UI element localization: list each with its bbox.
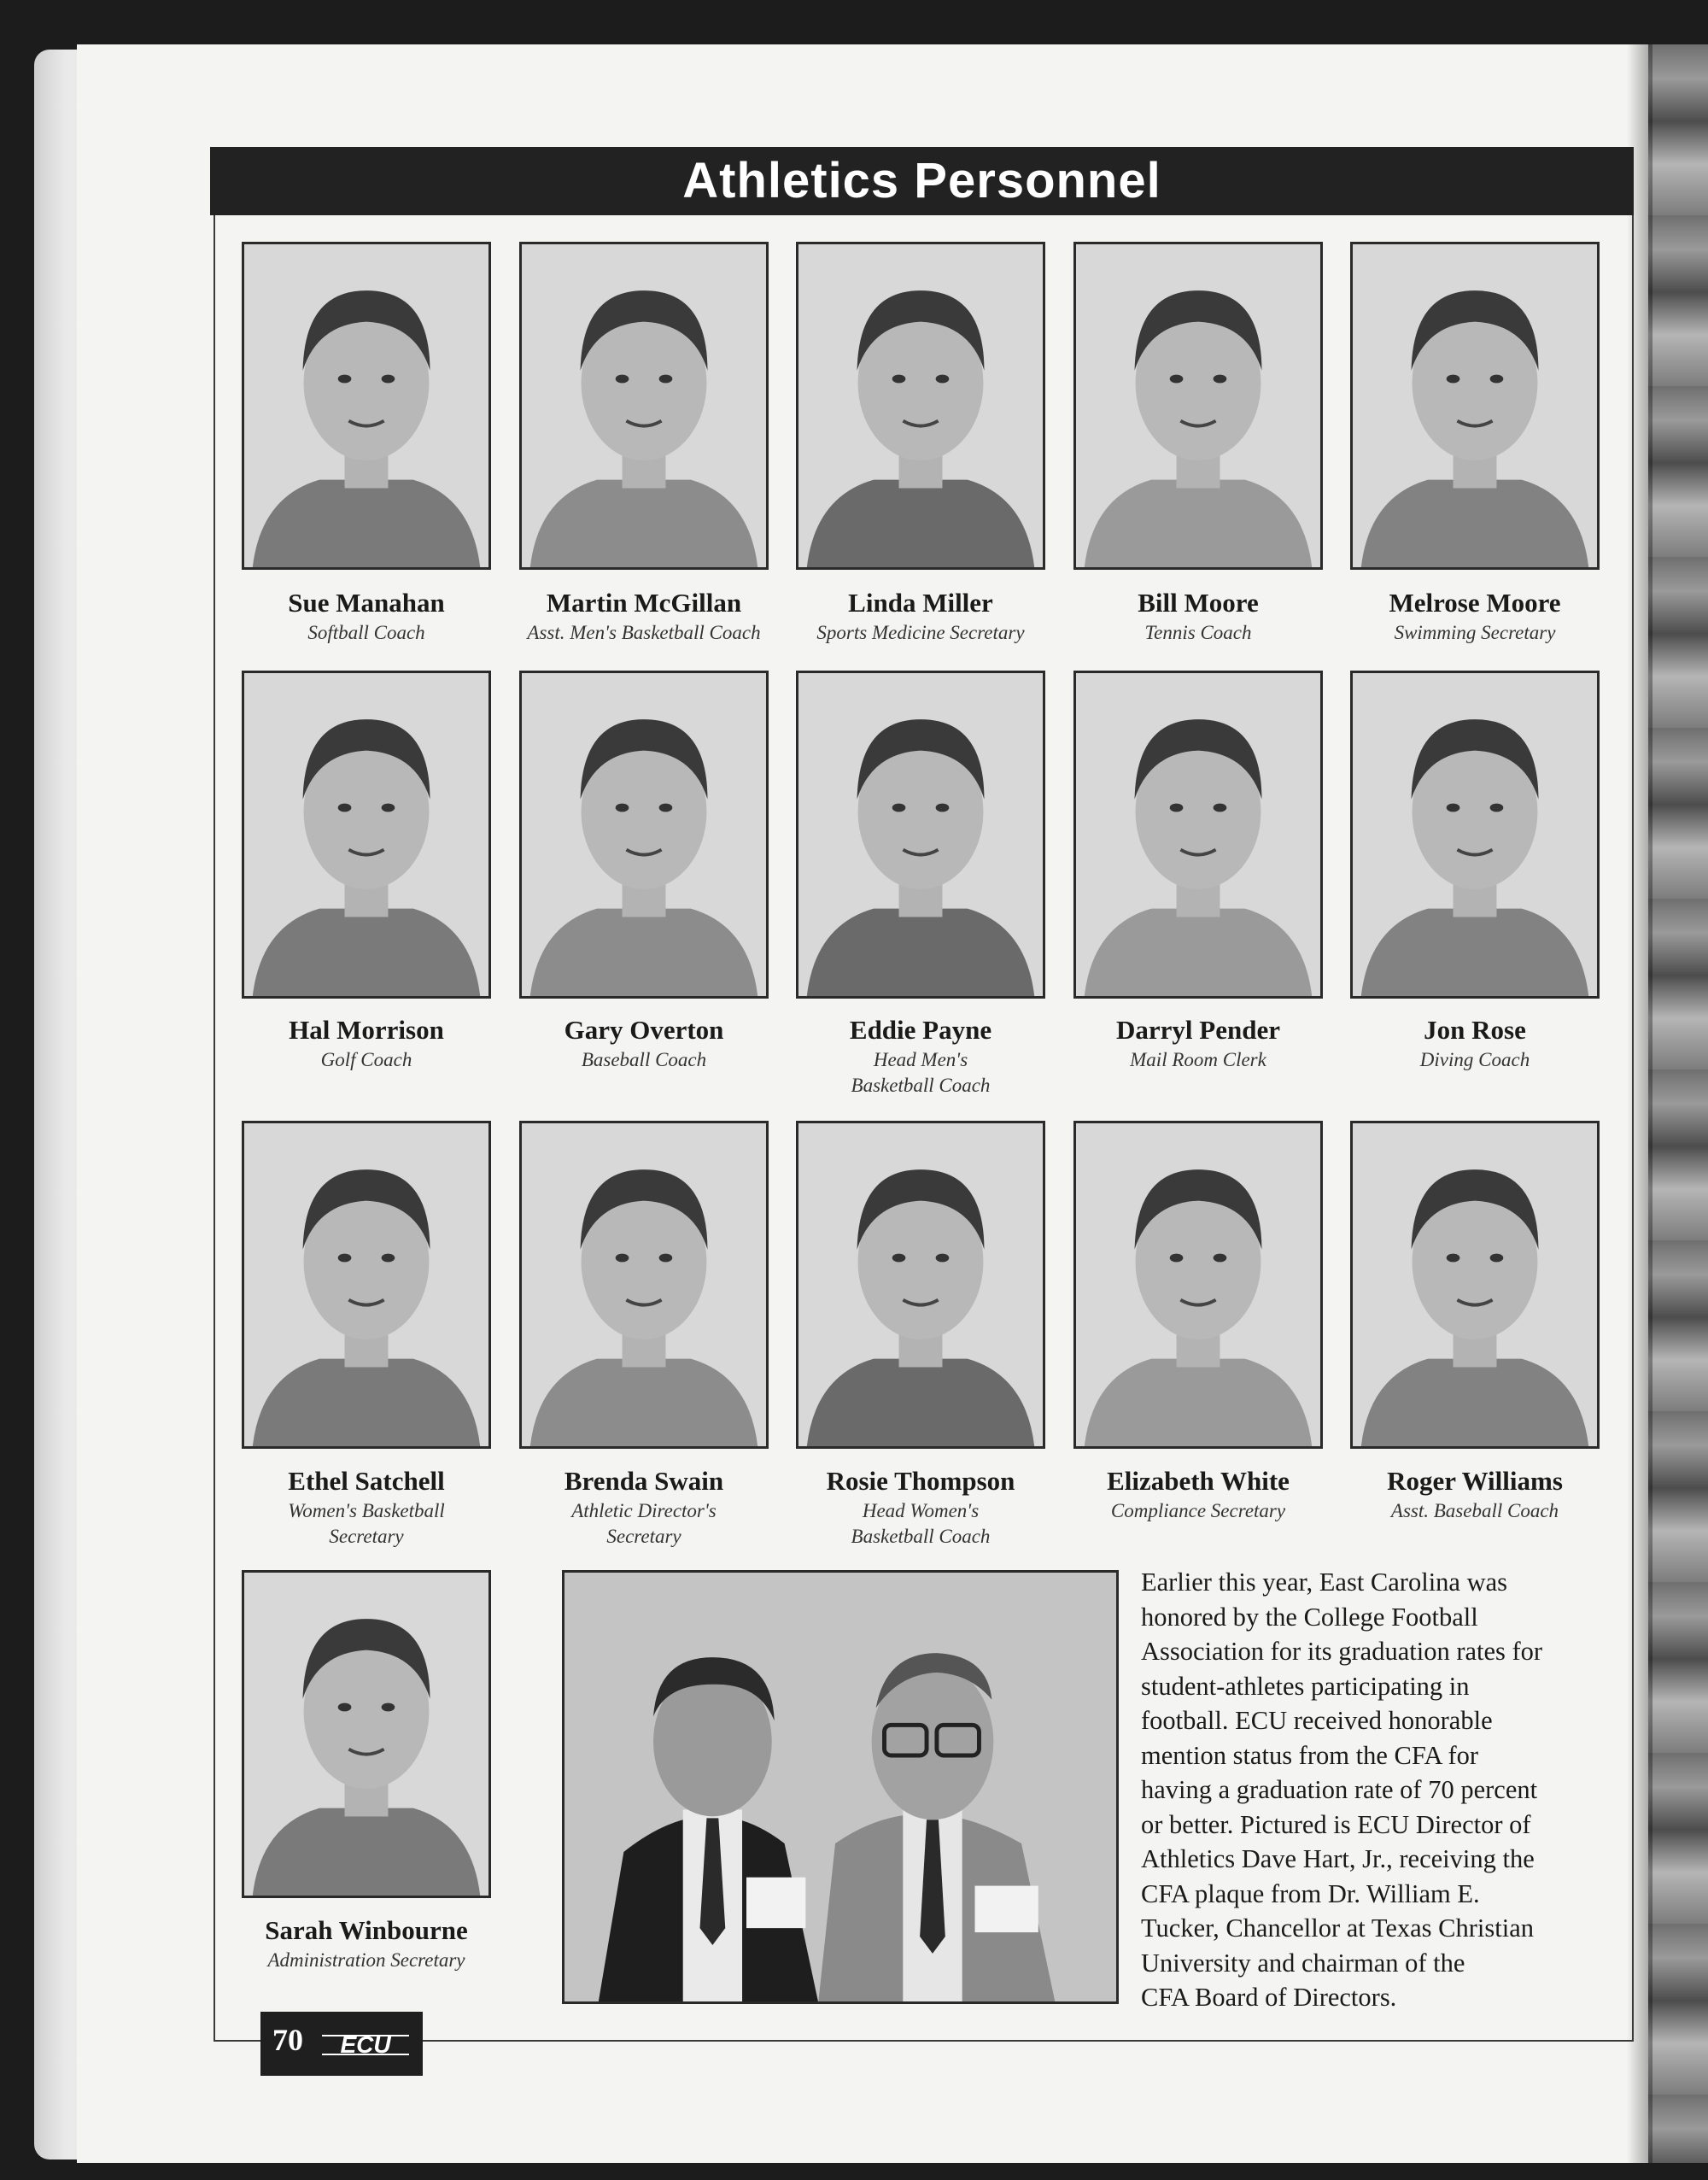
caption-line: Tucker, Chancellor at Texas Christian [1141,1913,1534,1943]
caption-line: CFA Board of Directors. [1141,1983,1397,2012]
caption-line: having a graduation rate of 70 percent [1141,1775,1538,1804]
staff-title: Secretary [329,1526,404,1547]
page-footer [260,2012,423,2076]
caption-line: student-athletes participating in [1141,1671,1470,1701]
staff-name: Hal Morrison [289,1015,444,1045]
staff-name: Jon Rose [1424,1015,1526,1045]
staff-title: Secretary [606,1526,681,1547]
caption-line: Athletics Dave Hart, Jr., receiving the [1141,1844,1535,1873]
staff-title: Athletic Director's [571,1500,717,1521]
ecu-logo-icon [319,2020,412,2068]
staff-name: Linda Miller [848,588,993,618]
caption-line: honored by the College Football [1141,1602,1478,1632]
staff-title: Head Men's [873,1049,968,1070]
caption-line: CFA plaque from Dr. William E. [1141,1878,1480,1908]
staff-title: Softball Coach [307,622,425,643]
staff-name: Roger Williams [1387,1466,1563,1496]
staff-title: Golf Coach [320,1049,412,1070]
award-presentation-photo [562,1570,1119,2004]
staff-portrait [1073,671,1323,999]
staff-portrait [1350,242,1600,570]
caption-line: Association for its graduation rates for [1141,1637,1543,1666]
staff-portrait [519,671,769,999]
staff-portrait [1350,671,1600,999]
staff-name: Martin McGillan [546,588,742,618]
staff-portrait [796,242,1045,570]
staff-title: Baseball Coach [581,1049,707,1070]
staff-title: Administration Secretary [267,1949,465,1971]
staff-title: Swimming Secretary [1394,622,1556,643]
staff-title: Asst. Baseball Coach [1390,1500,1559,1521]
staff-portrait [1073,242,1323,570]
staff-name: Elizabeth White [1107,1466,1290,1496]
staff-portrait [1350,1121,1600,1449]
staff-portrait [242,671,491,999]
staff-name: Gary Overton [564,1015,724,1045]
staff-name: Sue Manahan [288,588,445,618]
staff-portrait [242,1570,491,1898]
staff-title: Mail Room Clerk [1130,1049,1266,1070]
staff-name: Sarah Winbourne [265,1915,468,1945]
staff-portrait [519,1121,769,1449]
staff-title: Tennis Coach [1144,622,1252,643]
staff-title: Basketball Coach [851,1075,991,1096]
caption-line: mention status from the CFA for [1141,1740,1479,1770]
adjacent-page-edge [1648,44,1708,2163]
photo-caption [1141,1565,1606,2015]
staff-title: Asst. Men's Basketball Coach [527,622,761,643]
staff-title: Basketball Coach [851,1526,991,1547]
staff-title: Women's Basketball [288,1500,445,1521]
two-men-photo-illustration [564,1573,1116,2002]
staff-portrait [519,242,769,570]
page-number: 70 [272,2023,303,2057]
caption-line: University and chairman of the [1141,1948,1465,1978]
staff-portrait [796,671,1045,999]
staff-title: Compliance Secretary [1110,1500,1286,1521]
staff-name: Ethel Satchell [288,1466,445,1496]
staff-portrait [242,242,491,570]
staff-name: Bill Moore [1138,588,1259,618]
staff-name: Darryl Pender [1116,1015,1280,1045]
staff-title: Sports Medicine Secretary [816,622,1025,643]
staff-name: Rosie Thompson [826,1466,1015,1496]
staff-portrait [796,1121,1045,1449]
staff-portrait [242,1121,491,1449]
staff-title: Head Women's [862,1500,980,1521]
staff-title: Diving Coach [1419,1049,1530,1070]
staff-name: Eddie Payne [849,1015,992,1045]
staff-name: Melrose Moore [1389,588,1561,618]
caption-line: Earlier this year, East Carolina was [1141,1568,1508,1597]
ecu-logo-text: ECU [340,2031,391,2058]
staff-name: Brenda Swain [564,1466,724,1496]
page-title: Athletics Personnel [210,147,1634,215]
caption-line: or better. Pictured is ECU Director of [1141,1809,1531,1839]
caption-line: football. ECU received honorable [1141,1706,1493,1735]
staff-portrait [1073,1121,1323,1449]
